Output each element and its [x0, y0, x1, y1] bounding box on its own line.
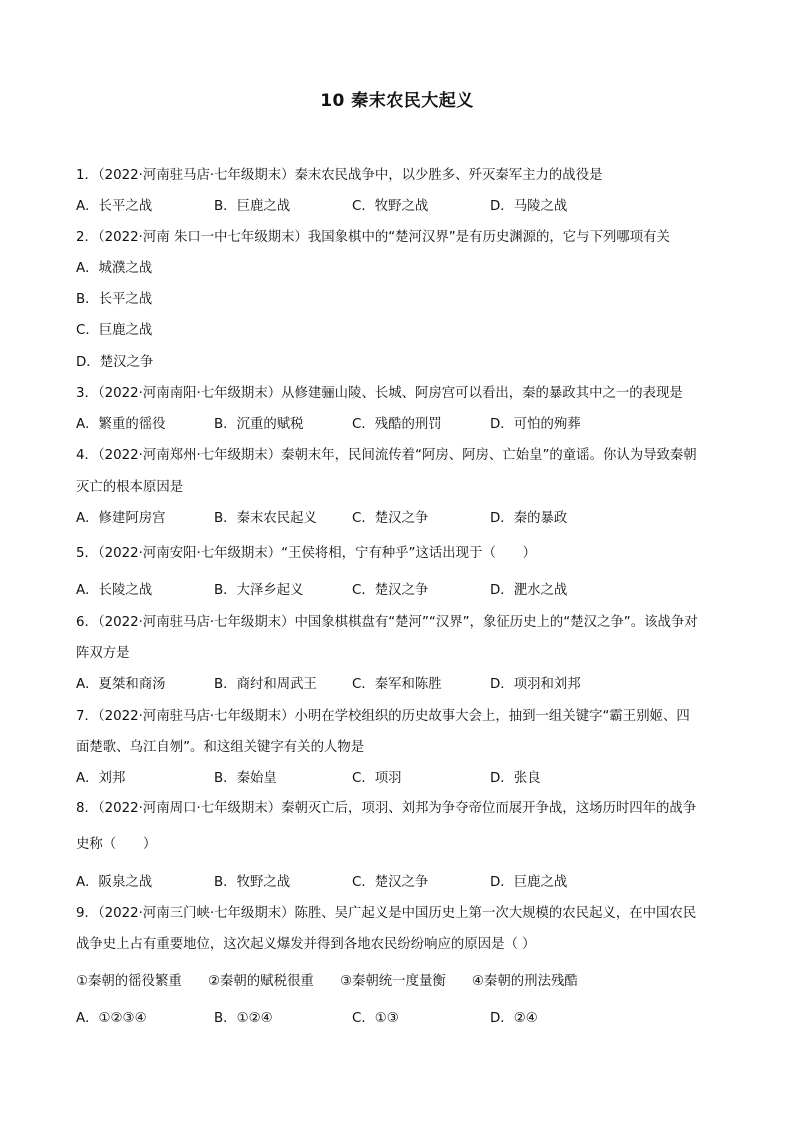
question-8-stem-line-2: 史称（ ） [76, 837, 157, 852]
question-9-item-2: ②秦朝的赋税很重 [208, 974, 314, 989]
question-1-option-b: B．巨鹿之战 [214, 199, 291, 214]
question-1-stem: 1．（2022·河南驻马店·七年级期末）秦末农民战争中，以少胜多、歼灭秦军主力的战役是 [76, 168, 603, 183]
question-8-option-d: D．巨鹿之战 [490, 875, 568, 890]
question-9-option-d: D．②④ [490, 1011, 538, 1026]
question-1-option-d: D．马陵之战 [490, 199, 568, 214]
question-4-option-d: D．秦的暴政 [490, 511, 568, 526]
question-7-option-d: D．张良 [490, 771, 541, 786]
question-6-option-b: B．商纣和周武王 [214, 677, 317, 692]
question-9-stem-line-1: 9．（2022·河南三门峡·七年级期末）陈胜、吴广起义是中国历史上第一次大规模的农民起义，在中国农民 [76, 906, 697, 921]
question-9-option-c: C．①③ [352, 1011, 399, 1026]
question-4-option-a: A．修建阿房宫 [76, 511, 166, 526]
question-2-option-b: B．长平之战 [76, 292, 153, 307]
question-4-option-c: C．楚汉之争 [352, 511, 429, 526]
question-5-option-c: C．楚汉之争 [352, 583, 429, 598]
question-9-item-4: ④秦朝的刑法残酷 [472, 974, 578, 989]
question-6-stem-line-1: 6．（2022·河南驻马店·七年级期末）中国象棋棋盘有“楚河”“汉界”，象征历史上的“楚汉之争”。该战争对 [76, 615, 698, 630]
question-7-option-b: B．秦始皇 [214, 771, 277, 786]
question-5-option-a: A．长陵之战 [76, 583, 153, 598]
question-6-option-d: D．项羽和刘邦 [490, 677, 581, 692]
question-7-option-c: C．项羽 [352, 771, 402, 786]
question-6-option-c: C．秦军和陈胜 [352, 677, 442, 692]
question-1-option-c: C．牧野之战 [352, 199, 429, 214]
question-4-stem-line-1: 4．（2022·河南郑州·七年级期末）秦朝末年，民间流传着“阿房、阿房、亡始皇”的童谣。你认为导致秦朝 [76, 448, 697, 463]
question-9-item-1: ①秦朝的徭役繁重 [76, 974, 182, 989]
question-2-option-d: D．楚汉之争 [76, 355, 154, 370]
question-3-option-a: A．繁重的徭役 [76, 417, 166, 432]
question-9-item-3: ③秦朝统一度量衡 [340, 974, 446, 989]
question-3-option-d: D．可怕的殉葬 [490, 417, 581, 432]
question-6-option-a: A．夏桀和商汤 [76, 677, 166, 692]
question-8-option-c: C．楚汉之争 [352, 875, 429, 890]
question-2-option-c: C．巨鹿之战 [76, 323, 153, 338]
question-5-option-b: B．大泽乡起义 [214, 583, 304, 598]
question-6-stem-line-2: 阵双方是 [76, 646, 130, 661]
question-5-option-d: D．淝水之战 [490, 583, 568, 598]
question-3-stem: 3．（2022·河南南阳·七年级期末）从修建骊山陵、长城、阿房宫可以看出，秦的暴政其中之一的表现是 [76, 386, 683, 401]
page-title: 10 秦末农民大起义 [320, 91, 474, 111]
question-3-option-b: B．沉重的赋税 [214, 417, 304, 432]
question-9-stem-line-2: 战争史上占有重要地位，这次起义爆发并得到各地农民纷纷响应的原因是（ ） [76, 937, 536, 952]
question-3-option-c: C．残酷的刑罚 [352, 417, 442, 432]
question-7-option-a: A．刘邦 [76, 771, 126, 786]
question-5-stem: 5．（2022·河南安阳·七年级期末）“王侯将相，宁有种乎”这话出现于（ ） [76, 546, 537, 561]
question-8-option-a: A．阪泉之战 [76, 875, 153, 890]
question-9-option-b: B．①②④ [214, 1011, 273, 1026]
question-8-stem-line-1: 8．（2022·河南周口·七年级期末）秦朝灭亡后，项羽、刘邦为争夺帝位而展开争战，这场历时四年的战争 [76, 801, 697, 816]
question-9-option-a: A．①②③④ [76, 1011, 147, 1026]
question-1-option-a: A．长平之战 [76, 199, 153, 214]
question-2-option-a: A．城濮之战 [76, 261, 153, 276]
question-8-option-b: B．牧野之战 [214, 875, 291, 890]
question-4-stem-line-2: 灭亡的根本原因是 [76, 480, 184, 495]
question-7-stem-line-1: 7．（2022·河南驻马店·七年级期末）小明在学校组织的历史故事大会上，抽到一组关键字“霸王别姬、四 [76, 709, 690, 724]
question-4-option-b: B．秦末农民起义 [214, 511, 317, 526]
question-2-stem: 2．（2022·河南 朱口一中七年级期末）我国象棋中的“楚河汉界”是有历史渊源的，它与下列哪项有关 [76, 230, 670, 245]
question-7-stem-line-2: 面楚歌、乌江自刎”。和这组关键字有关的人物是 [76, 740, 365, 755]
